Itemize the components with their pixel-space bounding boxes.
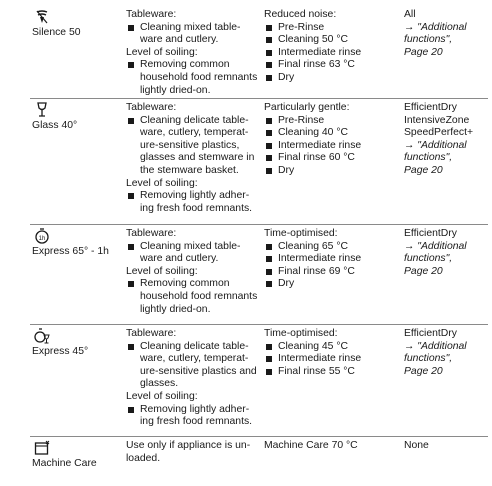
additional-functions-cell: EfficientDry → "Additional functions", Page 20: [404, 228, 467, 277]
programme-name: Express 45°: [32, 346, 89, 357]
table-row: [30, 325, 488, 437]
sequence-step: Final rinse 55 °C: [264, 366, 402, 379]
sequence-cell: Time-optimised: Cleaning 65 °C Intermediate rinse Final rinse 69 °C Dry: [264, 228, 402, 291]
programme-cell: [32, 228, 122, 259]
sequence-cell: Time-optimised: Cleaning 45 °C Intermediate rinse Final rinse 55 °C: [264, 328, 402, 378]
programme-cell: [32, 328, 122, 359]
express-1h-icon: [34, 228, 50, 244]
additional-functions-cell: EfficientDry → "Additional functions", Page 20: [404, 328, 467, 377]
programme-name: Glass 40°: [32, 120, 78, 131]
tableware-cell: Tableware: Cleaning delicate table- ware, cutlery, temperat- ure-sensitive plastics and glasses. Level of soiling: Removing lightly adher- ing fresh food remnants.: [126, 328, 261, 429]
programme-cell: [32, 440, 122, 471]
soiling-heading: Level of soiling:: [126, 46, 198, 58]
sequence-step: Pre-Rinse: [264, 115, 402, 128]
sequence-step: Cleaning 50 °C: [264, 34, 402, 47]
bullet-item: Removing lightly adher- ing fresh food remnants.: [126, 190, 261, 215]
programme-table: [30, 6, 488, 481]
sequence-step: Dry: [264, 165, 402, 178]
glass-icon: [34, 102, 50, 118]
express-glass-icon: [34, 328, 50, 344]
programme-cell: [32, 9, 122, 40]
programme-name: Silence 50: [32, 27, 81, 38]
sequence-step: Intermediate rinse: [264, 140, 402, 153]
bullet-item: Cleaning mixed table- ware and cutlery.: [126, 241, 261, 266]
sequence-step: Intermediate rinse: [264, 353, 402, 366]
tableware-heading: Tableware:: [126, 9, 177, 20]
svg-text:1h: 1h: [38, 236, 46, 242]
table-row: [30, 6, 488, 99]
sequence-cell: [264, 9, 402, 85]
machine-care-icon: [34, 440, 50, 456]
sequence-step: Final rinse 63 °C: [264, 59, 402, 72]
tableware-cell: Tableware: Cleaning mixed table- ware and cutlery. Level of soiling: Removing common household food remnants lightly dried-on.: [126, 228, 261, 316]
sequence-step: Final rinse 69 °C: [264, 266, 402, 279]
sequence-step: Cleaning 65 °C: [264, 241, 402, 254]
programme-name: Machine Care: [32, 458, 97, 469]
sequence-cell: Machine Care 70 °C: [264, 440, 358, 451]
programme-name: Express 65° - 1h: [32, 246, 109, 257]
sequence-heading: Reduced noise:: [264, 9, 337, 20]
sequence-step: Dry: [264, 278, 402, 291]
table-row: [30, 99, 488, 225]
sequence-step: Cleaning 45 °C: [264, 341, 402, 354]
sequence-cell: Particularly gentle: Pre-Rinse Cleaning 40 °C Intermediate rinse Final rinse 60 °C Dry: [264, 102, 402, 178]
sequence-step: Cleaning 40 °C: [264, 127, 402, 140]
bullet-item: Removing lightly adher- ing fresh food remnants.: [126, 404, 261, 429]
sequence-step: Intermediate rinse: [264, 47, 402, 60]
table-row: [30, 437, 488, 481]
additional-functions-cell: None: [404, 440, 429, 451]
bullet-item: Removing common household food remnants lightly dried-on.: [126, 278, 261, 316]
sequence-step: Dry: [264, 72, 402, 85]
bullet-item: Removing common household food remnants lightly dried-on.: [126, 59, 261, 97]
table-row: [30, 225, 488, 325]
sequence-step: Pre-Rinse: [264, 22, 402, 35]
tableware-cell: Use only if appliance is un- loaded.: [126, 440, 251, 464]
additional-functions-cell: All → "Additional functions", Page 20: [404, 9, 467, 58]
bullet-item: Cleaning delicate table- ware, cutlery, temperat- ure-sensitive plastics, glasses and stemware in the stemware basket.: [126, 115, 261, 178]
programme-cell: [32, 102, 122, 133]
tableware-cell: Tableware: Cleaning delicate table- ware, cutlery, temperat- ure-sensitive plastics, glasses and stemware in the stemware basket. Level of soiling: Removing lightly adher- ing fresh food remnants.: [126, 102, 261, 215]
bullet-item: Cleaning mixed table- ware and cutlery.: [126, 22, 261, 47]
bullet-item: Cleaning delicate table- ware, cutlery, temperat- ure-sensitive plastics and glasses.: [126, 341, 261, 391]
tableware-cell: [126, 9, 261, 97]
additional-functions-cell: EfficientDry IntensiveZone SpeedPerfect+ → "Additional functions", Page 20: [404, 102, 474, 176]
sequence-step: Final rinse 60 °C: [264, 152, 402, 165]
silence-icon: [34, 9, 50, 25]
sequence-step: Intermediate rinse: [264, 253, 402, 266]
